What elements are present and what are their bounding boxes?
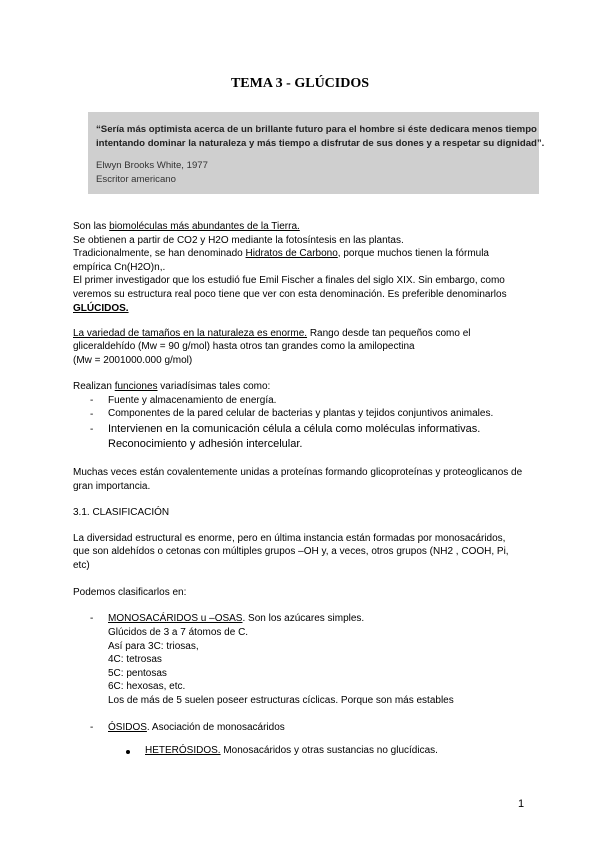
- glucidos-term: GLÚCIDOS.: [73, 303, 129, 314]
- bullet-dash: -: [90, 613, 94, 624]
- sizes-text: Rango desde tan pequeños como el: [307, 328, 471, 339]
- bullet-dash: -: [90, 409, 94, 420]
- mono-line: Así para 3C: triosas,: [108, 641, 199, 652]
- function-item: Fuente y almacenamiento de energía.: [108, 395, 277, 406]
- function-item: Componentes de la pared celular de bacterias y plantas y tejidos conjuntivos animales.: [108, 408, 494, 419]
- intro-highlight: biomoléculas más abundantes de la Tierra.: [109, 221, 300, 232]
- section-heading: 3.1. CLASIFICACIÓN: [73, 507, 170, 518]
- sizes-line-3: (Mw = 2001000.000 g/mol): [73, 355, 193, 366]
- osidos-term: ÓSIDOS: [108, 722, 147, 733]
- mono-term: MONOSACÁRIDOS u –OSAS: [108, 613, 243, 624]
- bullet-dash: -: [90, 395, 94, 406]
- intro-line-2: Se obtienen a partir de CO2 y H2O mediante la fotosíntesis en las plantas.: [73, 235, 404, 246]
- mono-line: Los de más de 5 suelen poseer estructuras cíclicas. Porque son más estables: [108, 695, 454, 706]
- sizes-line-1: [73, 328, 471, 339]
- osidos-heading: [108, 722, 285, 733]
- osidos-text: . Asociación de monosacáridos: [146, 722, 285, 733]
- section-para-line-2: que son aldehídos o cetonas con múltiples grupos –OH y, a veces, otros grupos (NH2 , COOH, Pi,: [73, 546, 509, 557]
- mono-line: 5C: pentosas: [108, 668, 167, 679]
- intro-line-3: [73, 248, 489, 259]
- sizes-line-2: gliceraldehído (Mw = 90 g/mol) hasta otros tan grandes como la amilopectina: [73, 341, 415, 352]
- function-item: Intervienen en la comunicación célula a célula como moléculas informativas.: [108, 423, 481, 435]
- mono-text: . Son los azúcares simples.: [242, 613, 365, 624]
- bullet-dash: -: [90, 722, 94, 733]
- intro-text: Son las: [73, 221, 110, 232]
- intro-text: Tradicionalmente, se han denominado: [73, 248, 246, 259]
- quote-line-1: “Sería más optimista acerca de un brillante futuro para el hombre si éste dedicara menos tiempo: [96, 124, 537, 135]
- section-para-line-1: La diversidad estructural es enorme, pero en última instancia están formadas por monosacáridos,: [73, 533, 506, 544]
- quote-line-2: intentando dominar la naturaleza y más tiempo a disfrutar de sus dones y a respetar su dignidad”.: [96, 138, 545, 149]
- section-para-line-3: etc): [73, 560, 90, 571]
- intro-line-5: El primer investigador que los estudió fue Emil Fischer a finales del siglo XIX. Sin embargo, como: [73, 275, 505, 286]
- heterosidos-line: [145, 745, 438, 756]
- covalent-line-1: Muchas veces están covalentemente unidas a proteínas formando glicoproteínas y proteoglicanos de: [73, 467, 523, 478]
- mono-line: 4C: tetrosas: [108, 654, 162, 665]
- quote-text: [96, 123, 544, 151]
- intro-line-4: empírica Cn(H2O)n,.: [73, 262, 166, 273]
- functions-lead: [73, 381, 270, 392]
- function-item: Reconocimiento y adhesión intercelular.: [108, 438, 303, 450]
- page-number: 1: [518, 798, 525, 810]
- intro-text: , porque muchos tienen la fórmula: [337, 248, 489, 259]
- heterosidos-term: HETERÓSIDOS.: [145, 745, 221, 756]
- heterosidos-text: Monosacáridos y otras sustancias no glucídicas.: [220, 745, 438, 756]
- quote-attribution: [96, 159, 208, 187]
- functions-text: variadísimas tales como:: [157, 381, 271, 392]
- quote-author-role: Escritor americano: [96, 174, 176, 185]
- bullet-dash: -: [90, 424, 94, 435]
- covalent-line-2: gran importancia.: [73, 481, 151, 492]
- mono-line: Glúcidos de 3 a 7 átomos de C.: [108, 627, 249, 638]
- page-title: TEMA 3 - GLÚCIDOS: [230, 76, 370, 91]
- functions-text: Realizan: [73, 381, 115, 392]
- classify-intro: Podemos clasificarlos en:: [73, 587, 187, 598]
- mono-line: 6C: hexosas, etc.: [108, 681, 186, 692]
- hidratos-term: Hidratos de Carbono: [245, 248, 338, 259]
- intro-line-1: [73, 221, 300, 232]
- mono-heading: [108, 613, 364, 624]
- bullet-dot-icon: [126, 747, 130, 758]
- quote-author: Elwyn Brooks White, 1977: [96, 160, 208, 171]
- functions-term: funciones: [114, 381, 158, 392]
- intro-line-6: veremos su estructura real poco tiene que ver con esta denominación. Es preferible denominarlos: [73, 289, 507, 300]
- sizes-highlight: La variedad de tamaños en la naturaleza es enorme.: [73, 328, 308, 339]
- quote-box: [88, 112, 545, 194]
